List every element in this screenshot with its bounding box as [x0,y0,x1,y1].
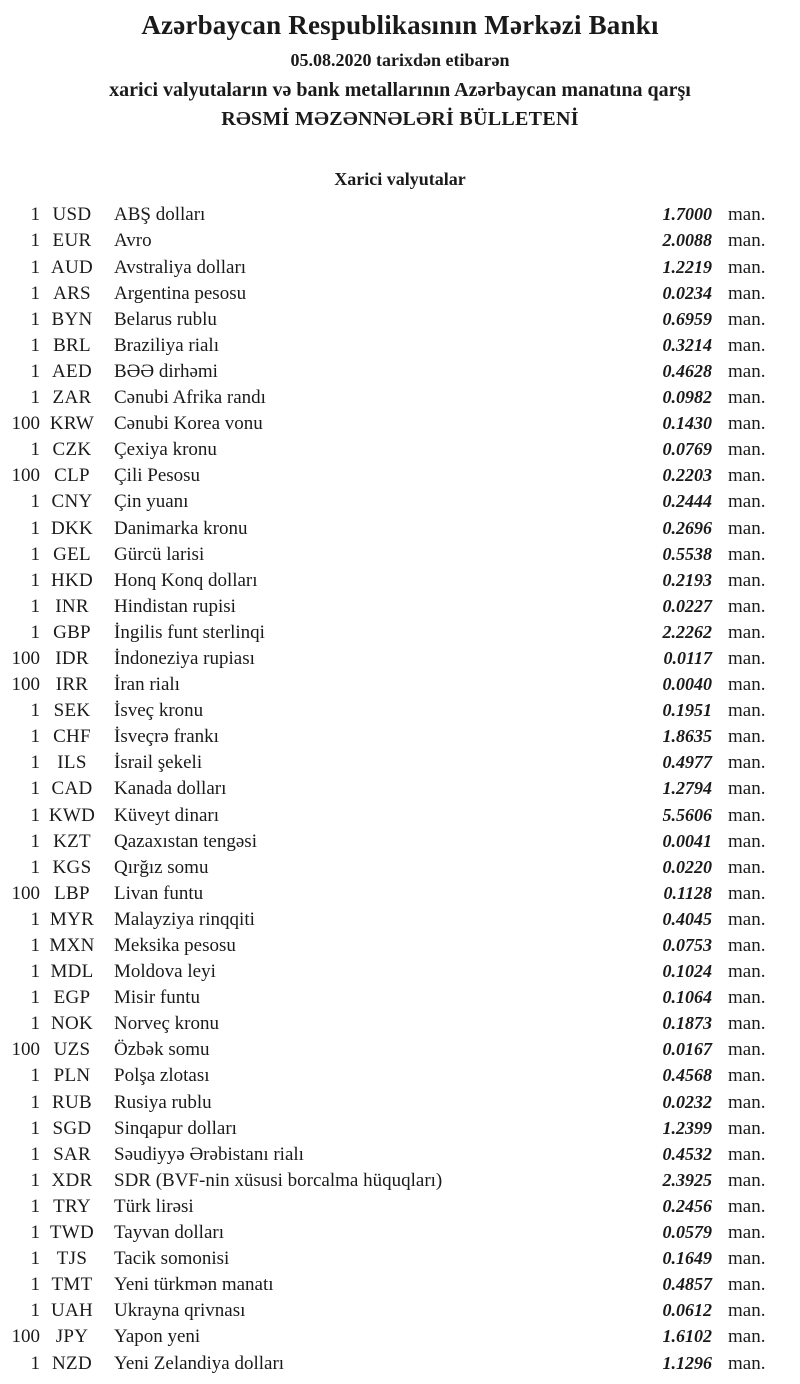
quantity-cell: 1 [30,387,40,409]
table-row [0,1141,800,1167]
quantity-cell: 1 [30,543,40,565]
quantity-cell: 1 [30,595,40,617]
unit-cell: man. [728,465,766,487]
currency-code-cell: DKK [50,517,94,539]
currency-code-cell: MXN [49,935,95,957]
currency-code-cell: MDL [50,961,94,983]
unit-cell: man. [728,647,766,669]
rate-value-cell: 0.5538 [662,543,712,564]
unit-cell: man. [728,908,766,930]
rate-value-cell: 0.4045 [662,908,712,929]
quantity-cell: 1 [30,334,40,356]
currency-code-cell: EGP [53,987,91,1009]
currency-code-cell: CLP [54,465,90,487]
rate-value-cell: 0.6959 [662,308,712,329]
currency-code-cell: KRW [49,413,95,435]
unit-cell: man. [728,961,766,983]
unit-cell: man. [728,1248,766,1270]
table-row [0,254,800,280]
quantity-cell: 1 [30,752,40,774]
table-row [0,1219,800,1245]
currency-name-cell: Yapon yeni [114,1326,201,1348]
table-row [0,1245,800,1271]
currency-code-cell: UZS [53,1039,91,1061]
rate-value-cell: 0.0040 [662,674,712,695]
rate-value-cell: 0.0769 [662,439,712,460]
currency-code-cell: BRL [53,334,91,356]
currency-code-cell: ILS [57,752,87,774]
rate-value-cell: 0.0041 [662,830,712,851]
exchange-rates-table [0,201,800,1375]
bulletin-subtitle: xarici valyutaların və bank metallarının Azərbaycan manatına qarşı [109,79,691,102]
unit-cell: man. [728,1352,766,1374]
table-row [0,854,800,880]
quantity-cell: 1 [30,491,40,513]
unit-cell: man. [728,517,766,539]
currency-code-cell: CAD [51,778,93,800]
quantity-cell: 1 [30,1352,40,1374]
unit-cell: man. [728,543,766,565]
currency-name-cell: Yeni Zelandiya dolları [114,1352,285,1374]
currency-code-cell: USD [52,204,92,226]
table-row [0,1089,800,1115]
quantity-cell: 100 [11,413,40,435]
quantity-cell: 1 [30,700,40,722]
currency-code-cell: SEK [53,700,91,722]
currency-code-cell: JPY [55,1326,89,1348]
currency-code-cell: AUD [50,256,94,278]
table-row [0,1010,800,1036]
quantity-cell: 100 [11,1039,40,1061]
rate-value-cell: 0.0220 [662,856,712,877]
table-row [0,958,800,984]
table-row [0,1271,800,1297]
rate-value-cell: 0.1873 [662,1013,712,1034]
currency-code-cell: TWD [49,1222,95,1244]
unit-cell: man. [728,1143,766,1165]
currency-name-cell: Belarus rublu [114,308,217,330]
table-row [0,227,800,253]
unit-cell: man. [728,1117,766,1139]
quantity-cell: 1 [30,1091,40,1113]
unit-cell: man. [728,674,766,696]
currency-name-cell: Tayvan dolları [114,1222,224,1244]
table-row [0,410,800,436]
currency-name-cell: İran rialı [114,674,180,696]
unit-cell: man. [728,1065,766,1087]
unit-cell: man. [728,204,766,226]
unit-cell: man. [728,1274,766,1296]
quantity-cell: 1 [30,204,40,226]
rate-value-cell: 2.0088 [662,230,712,251]
quantity-cell: 1 [30,856,40,878]
quantity-cell: 1 [30,830,40,852]
currency-name-cell: Çin yuanı [114,491,189,513]
currency-code-cell: IRR [55,674,89,696]
rate-value-cell: 0.2696 [662,517,712,538]
unit-cell: man. [728,595,766,617]
rate-value-cell: 0.1024 [662,961,712,982]
quantity-cell: 1 [30,778,40,800]
quantity-cell: 1 [30,569,40,591]
currency-name-cell: İsveç kronu [114,700,204,722]
rate-value-cell: 0.0167 [662,1039,712,1060]
currency-name-cell: Özbək somu [114,1039,210,1061]
rate-value-cell: 0.2193 [662,569,712,590]
currency-code-cell: BYN [51,308,93,330]
currency-code-cell: KWD [48,804,96,826]
table-row [0,384,800,410]
bank-title: Azərbaycan Respublikasının Mərkəzi Bankı [141,10,659,40]
rate-value-cell: 0.2456 [662,1195,712,1216]
rate-value-cell: 0.1649 [662,1248,712,1269]
quantity-cell: 1 [30,726,40,748]
rate-value-cell: 5.5606 [662,804,712,825]
quantity-cell: 1 [30,987,40,1009]
quantity-cell: 1 [30,621,40,643]
currency-code-cell: HKD [50,569,94,591]
rate-value-cell: 1.1296 [662,1352,712,1373]
currency-code-cell: GBP [53,621,91,643]
currency-name-cell: İsrail şekeli [114,752,203,774]
unit-cell: man. [728,387,766,409]
unit-cell: man. [728,778,766,800]
quantity-cell: 1 [30,1300,40,1322]
currency-code-cell: NZD [52,1352,92,1374]
unit-cell: man. [728,856,766,878]
quantity-cell: 100 [11,465,40,487]
unit-cell: man. [728,726,766,748]
table-row [0,828,800,854]
table-row [0,1115,800,1141]
unit-cell: man. [728,752,766,774]
currency-code-cell: CNY [51,491,93,513]
currency-name-cell: Sinqapur dolları [114,1117,237,1139]
unit-cell: man. [728,413,766,435]
quantity-cell: 1 [30,1222,40,1244]
currency-code-cell: MYR [49,908,95,930]
unit-cell: man. [728,569,766,591]
currency-name-cell: Yeni türkmən manatı [114,1274,274,1296]
currency-code-cell: TRY [53,1195,91,1217]
currency-name-cell: Küveyt dinarı [114,804,220,826]
currency-name-cell: Argentina pesosu [114,282,247,304]
currency-name-cell: Avro [114,230,152,252]
table-row [0,984,800,1010]
unit-cell: man. [728,1300,766,1322]
table-row [0,332,800,358]
currency-name-cell: BƏƏ dirhəmi [114,360,218,382]
rate-value-cell: 0.0234 [662,282,712,303]
currency-name-cell: Rusiya rublu [114,1091,212,1113]
rate-value-cell: 0.0227 [662,595,712,616]
table-row [0,645,800,671]
rate-value-cell: 2.3925 [662,1169,712,1190]
currency-name-cell: Ukrayna qrivnası [114,1300,246,1322]
currency-name-cell: Polşa zlotası [114,1065,210,1087]
currency-name-cell: Cənubi Korea vonu [114,413,263,435]
rate-value-cell: 0.1064 [662,987,712,1008]
quantity-cell: 100 [11,882,40,904]
quantity-cell: 100 [11,647,40,669]
unit-cell: man. [728,804,766,826]
rate-value-cell: 0.0579 [662,1222,712,1243]
currency-name-cell: Kanada dolları [114,778,227,800]
currency-code-cell: INR [55,595,89,617]
currency-name-cell: İngilis funt sterlinqi [114,621,265,643]
quantity-cell: 1 [30,256,40,278]
quantity-cell: 1 [30,282,40,304]
currency-name-cell: Honq Konq dolları [114,569,258,591]
currency-code-cell: TMT [51,1274,93,1296]
unit-cell: man. [728,282,766,304]
rate-value-cell: 1.8635 [662,726,712,747]
table-row [0,306,800,332]
effective-date-line: 05.08.2020 tarixdən etibarən [290,50,510,71]
currency-name-cell: Avstraliya dolları [114,256,247,278]
table-row [0,280,800,306]
rate-value-cell: 0.4532 [662,1143,712,1164]
table-row [0,880,800,906]
rate-value-cell: 1.2219 [662,256,712,277]
quantity-cell: 1 [30,804,40,826]
rate-value-cell: 0.4857 [662,1274,712,1295]
table-row [0,1323,800,1349]
currency-name-cell: Qırğız somu [114,856,209,878]
currency-code-cell: CZK [52,439,92,461]
unit-cell: man. [728,491,766,513]
section-title-foreign-currencies: Xarici valyutalar [334,169,466,190]
currency-name-cell: İsveçrə frankı [114,726,219,748]
quantity-cell: 100 [11,1326,40,1348]
currency-name-cell: İndoneziya rupiası [114,647,255,669]
quantity-cell: 1 [30,517,40,539]
unit-cell: man. [728,830,766,852]
table-row [0,1062,800,1088]
currency-name-cell: Norveç kronu [114,1013,219,1035]
table-row [0,1350,800,1376]
rate-value-cell: 0.0612 [662,1300,712,1321]
currency-name-cell: Çili Pesosu [114,465,201,487]
rate-value-cell: 0.1128 [663,882,712,903]
unit-cell: man. [728,1326,766,1348]
unit-cell: man. [728,1169,766,1191]
quantity-cell: 1 [30,1195,40,1217]
rate-value-cell: 0.4568 [662,1065,712,1086]
rate-value-cell: 0.2444 [662,491,712,512]
currency-code-cell: TJS [56,1248,88,1270]
currency-name-cell: Braziliya rialı [114,334,219,356]
table-row [0,1036,800,1062]
currency-code-cell: EUR [52,230,92,252]
table-row [0,358,800,384]
unit-cell: man. [728,308,766,330]
table-row [0,488,800,514]
currency-code-cell: CHF [53,726,91,748]
table-row [0,775,800,801]
table-row [0,567,800,593]
currency-name-cell: Türk lirəsi [114,1195,194,1217]
table-row [0,932,800,958]
unit-cell: man. [728,256,766,278]
quantity-cell: 1 [30,308,40,330]
quantity-cell: 1 [30,1065,40,1087]
table-row [0,541,800,567]
table-row [0,671,800,697]
currency-name-cell: Meksika pesosu [114,935,236,957]
currency-code-cell: ARS [53,282,91,304]
rate-value-cell: 0.2203 [662,465,712,486]
rate-value-cell: 1.2399 [662,1117,712,1138]
unit-cell: man. [728,439,766,461]
currency-name-cell: Livan funtu [114,882,204,904]
unit-cell: man. [728,1195,766,1217]
quantity-cell: 1 [30,1143,40,1165]
table-row [0,619,800,645]
currency-code-cell: RUB [52,1091,92,1113]
rate-value-cell: 0.0753 [662,935,712,956]
table-row [0,515,800,541]
currency-name-cell: Cənubi Afrika randı [114,387,266,409]
bulletin-header [0,0,800,131]
bulletin-name: RƏSMİ MƏZƏNNƏLƏRİ BÜLLETENİ [221,108,579,131]
currency-code-cell: KGS [52,856,92,878]
currency-name-cell: Danimarka kronu [114,517,248,539]
rate-value-cell: 0.0117 [663,647,712,668]
currency-code-cell: XDR [51,1169,93,1191]
currency-name-cell: Hindistan rupisi [114,595,236,617]
table-row [0,723,800,749]
quantity-cell: 1 [30,1169,40,1191]
currency-name-cell: Moldova leyi [114,961,216,983]
rate-value-cell: 1.6102 [662,1326,712,1347]
currency-code-cell: LBP [54,882,90,904]
rate-value-cell: 0.1430 [662,413,712,434]
table-row [0,906,800,932]
unit-cell: man. [728,334,766,356]
unit-cell: man. [728,621,766,643]
unit-cell: man. [728,1039,766,1061]
currency-code-cell: IDR [55,647,89,669]
table-row [0,1167,800,1193]
quantity-cell: 1 [30,961,40,983]
currency-code-cell: KZT [53,830,91,852]
currency-name-cell: Qazaxıstan tengəsi [114,830,257,852]
table-row [0,749,800,775]
quantity-cell: 1 [30,1013,40,1035]
unit-cell: man. [728,882,766,904]
table-row [0,593,800,619]
quantity-cell: 1 [30,1248,40,1270]
rate-value-cell: 0.4977 [662,752,712,773]
unit-cell: man. [728,700,766,722]
rate-value-cell: 0.4628 [662,360,712,381]
unit-cell: man. [728,1222,766,1244]
rate-value-cell: 2.2262 [662,621,712,642]
table-row [0,697,800,723]
unit-cell: man. [728,230,766,252]
currency-code-cell: SAR [53,1143,91,1165]
currency-code-cell: GEL [53,543,91,565]
table-row [0,436,800,462]
unit-cell: man. [728,1091,766,1113]
currency-code-cell: UAH [50,1300,94,1322]
quantity-cell: 1 [30,230,40,252]
currency-name-cell: Səudiyyə Ərəbistanı rialı [114,1143,304,1165]
currency-code-cell: PLN [53,1065,91,1087]
currency-code-cell: ZAR [52,387,92,409]
currency-code-cell: NOK [50,1013,94,1035]
quantity-cell: 1 [30,439,40,461]
currency-name-cell: Malayziya rinqqiti [114,908,255,930]
currency-code-cell: SGD [52,1117,92,1139]
quantity-cell: 1 [30,908,40,930]
unit-cell: man. [728,935,766,957]
currency-name-cell: Çexiya kronu [114,439,217,461]
quantity-cell: 1 [30,1117,40,1139]
rate-value-cell: 0.0982 [662,387,712,408]
quantity-cell: 100 [11,674,40,696]
currency-name-cell: Gürcü larisi [114,543,205,565]
rate-value-cell: 0.3214 [662,334,712,355]
currency-name-cell: ABŞ dolları [114,204,206,226]
rate-value-cell: 0.1951 [662,700,712,721]
currency-name-cell: Tacik somonisi [114,1248,230,1270]
unit-cell: man. [728,987,766,1009]
unit-cell: man. [728,360,766,382]
currency-code-cell: AED [52,360,92,382]
table-row [0,802,800,828]
table-row [0,1193,800,1219]
rate-value-cell: 0.0232 [662,1091,712,1112]
table-row [0,462,800,488]
currency-name-cell: SDR (BVF-nin xüsusi borcalma hüquqları) [114,1169,443,1191]
rate-value-cell: 1.2794 [662,778,712,799]
table-row [0,201,800,227]
table-row [0,1297,800,1323]
quantity-cell: 1 [30,935,40,957]
rate-value-cell: 1.7000 [662,204,712,225]
currency-name-cell: Misir funtu [114,987,201,1009]
unit-cell: man. [728,1013,766,1035]
quantity-cell: 1 [30,360,40,382]
quantity-cell: 1 [30,1274,40,1296]
